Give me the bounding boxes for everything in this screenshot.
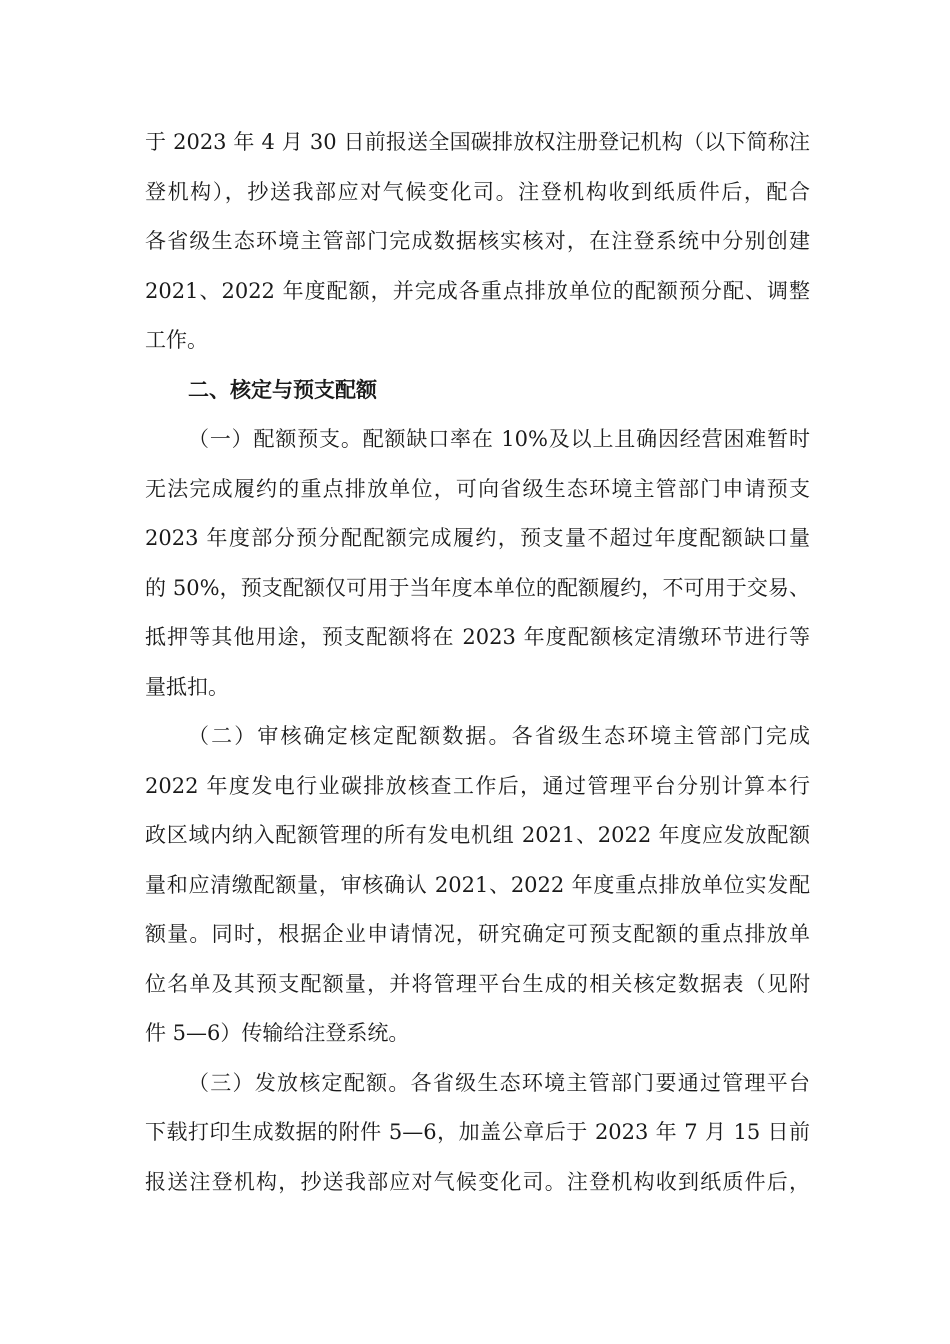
text-line: 量抵扣。 <box>145 674 229 699</box>
text-line: 各省级生态环境主管部门完成数据核实核对，在注登系统中分别创建 <box>145 229 810 253</box>
section-heading-text: 二、核定与预支配额 <box>188 377 377 402</box>
text-line: 额量。同时，根据企业申请情况，研究确定可预支配额的重点排放单 <box>145 922 810 946</box>
text-line: 工作。 <box>145 328 208 352</box>
text-line: 无法完成履约的重点排放单位，可向省级生态环境主管部门申请预支 <box>145 476 810 501</box>
paragraph-quota-advance <box>145 415 810 712</box>
text-line: （一）配额预支。配额缺口率在 10%及以上且确因经营困难暂时 <box>188 427 810 451</box>
text-line: （二）审核确定核定配额数据。各省级生态环境主管部门完成 <box>188 724 810 748</box>
text-line: 报送注登机构，抄送我部应对气候变化司。注登机构收到纸质件后， <box>145 1169 810 1194</box>
text-line: 2023 年度部分预分配配额完成履约，预支量不超过年度配额缺口量 <box>145 526 810 550</box>
text-line: 2021、2022 年度配额，并完成各重点排放单位的配额预分配、调整 <box>145 278 810 303</box>
text-line: 位名单及其预支配额量，并将管理平台生成的相关核定数据表（见附 <box>145 971 810 996</box>
paragraph-issue-quota <box>145 1059 810 1208</box>
text-line: 量和应清缴配额量，审核确认 2021、2022 年度重点排放单位实发配 <box>145 872 810 897</box>
paragraph-review-quota-data <box>145 712 810 1059</box>
text-line: 政区域内纳入配额管理的所有发电机组 2021、2022 年度应发放配额 <box>145 823 810 847</box>
document-body <box>145 118 810 1207</box>
section-heading <box>145 366 810 416</box>
text-line: 于 2023 年 4 月 30 日前报送全国碳排放权注册登记机构（以下简称注 <box>145 130 810 154</box>
paragraph-continuation <box>145 118 810 366</box>
text-line: 登机构），抄送我部应对气候变化司。注登机构收到纸质件后，配合 <box>145 179 810 204</box>
text-line: 抵押等其他用途，预支配额将在 2023 年度配额核定清缴环节进行等 <box>145 625 810 649</box>
text-line: 的 50%，预支配额仅可用于当年度本单位的配额履约，不可用于交易、 <box>145 575 810 600</box>
text-line: 下载打印生成数据的附件 5—6，加盖公章后于 2023 年 7 月 15 日前 <box>145 1120 810 1144</box>
text-line: （三）发放核定配额。各省级生态环境主管部门要通过管理平台 <box>188 1070 810 1095</box>
text-line: 件 5—6）传输给注登系统。 <box>145 1021 410 1045</box>
text-line: 2022 年度发电行业碳排放核查工作后，通过管理平台分别计算本行 <box>145 773 810 798</box>
